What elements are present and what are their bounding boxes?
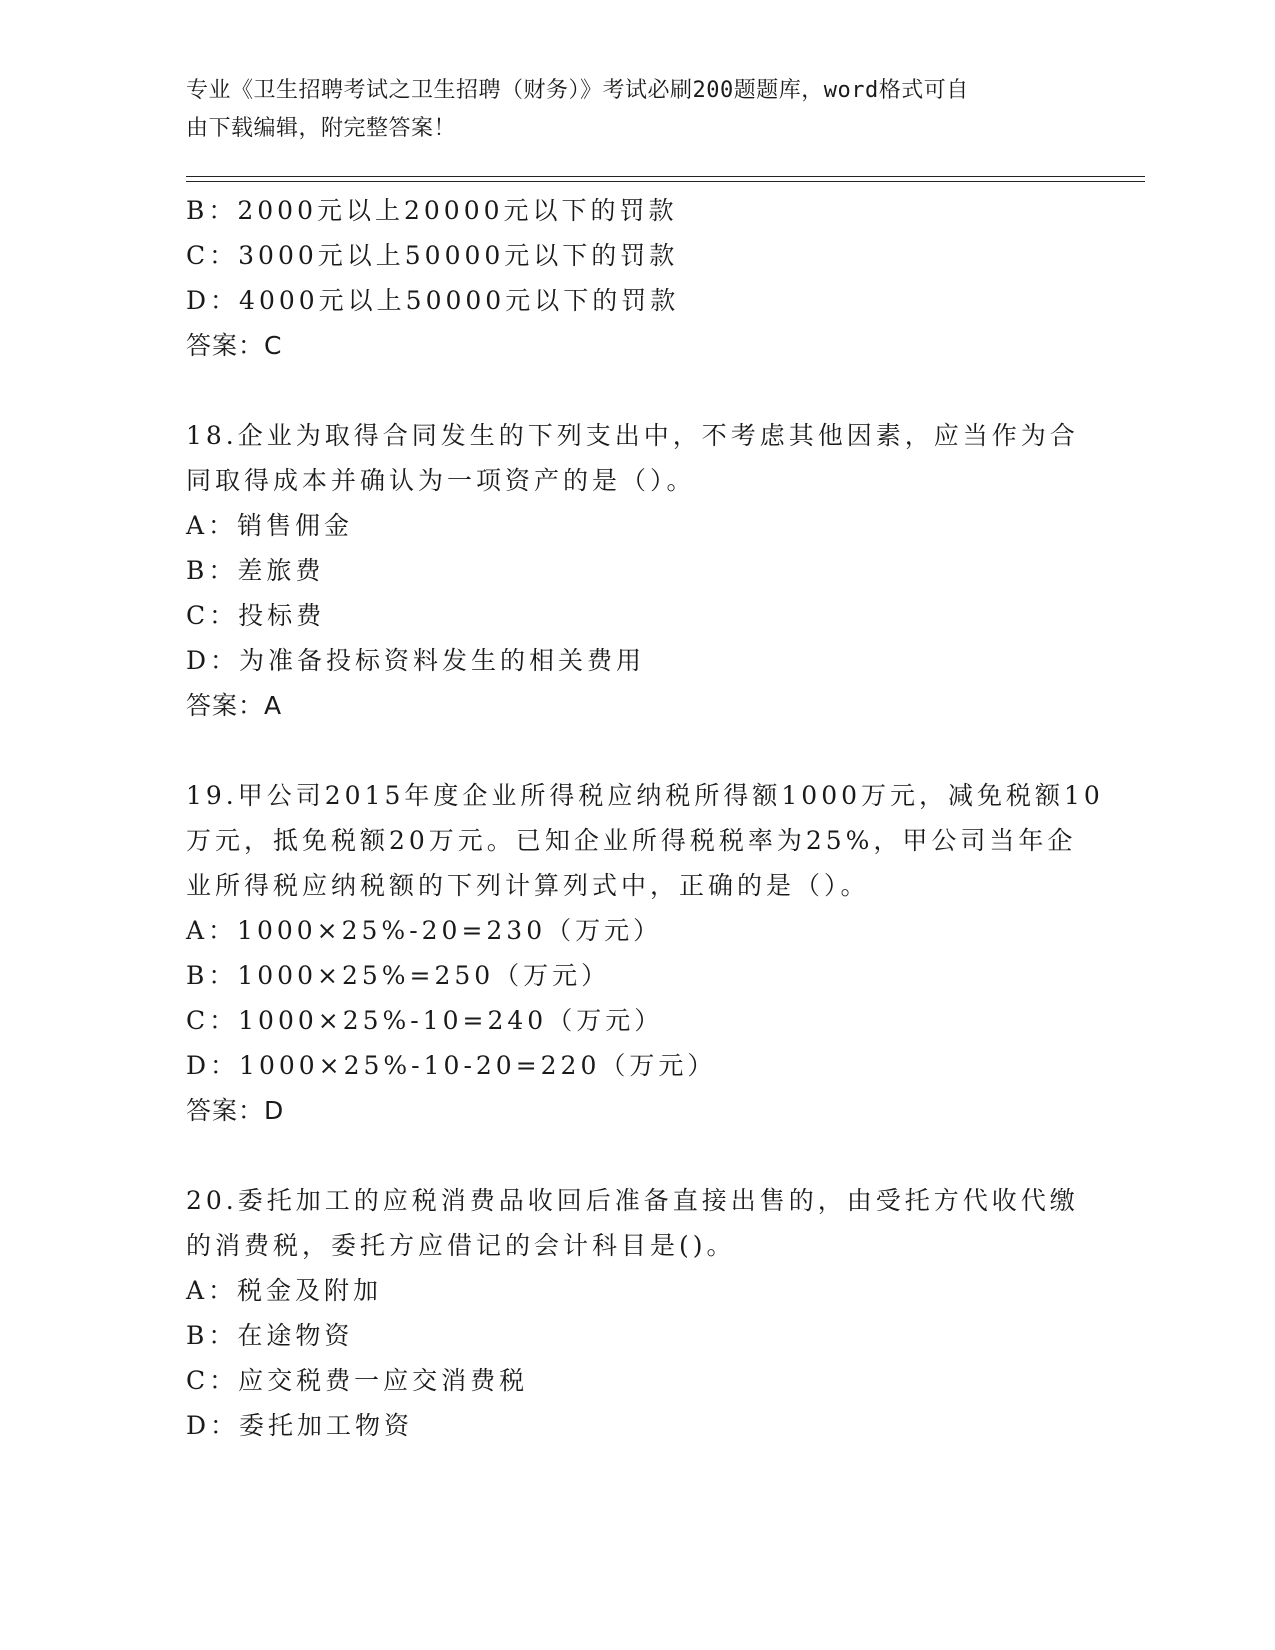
question-text-line: 业所得税应纳税额的下列计算列式中，正确的是（）。 [186,871,870,900]
question-text-line: 19.甲公司2015年度企业所得税应纳税所得额1000万元，减免税额10 [186,781,1104,810]
option-c: C：应交税费一应交消费税 [186,1366,529,1395]
answer-line: 答案：D [186,1096,285,1125]
option-a: A：销售佣金 [186,511,354,540]
question-text-line: 的消费税，委托方应借记的会计科目是()。 [186,1231,736,1260]
header-line-1: 专业《卫生招聘考试之卫生招聘（财务）》考试必刷200题题库，word格式可自 [186,78,969,103]
option-c: C：投标费 [186,601,326,630]
option-d: D：4000元以上50000元以下的罚款 [186,286,680,315]
option-b: B：差旅费 [186,556,325,585]
option-c: C：3000元以上50000元以下的罚款 [186,241,679,270]
header-divider-top [186,176,1145,177]
header-divider-bottom [186,181,1145,182]
option-b: B：在途物资 [186,1321,354,1350]
question-18 [186,413,1086,728]
option-d: D：为准备投标资料发生的相关费用 [186,646,646,675]
question-20 [186,1178,1086,1448]
option-d: D：1000×25%-10-20=220（万元） [186,1051,717,1080]
answer-line: 答案：C [186,331,283,360]
option-a: A：税金及附加 [186,1276,383,1305]
option-b: B：1000×25%=250（万元） [186,961,611,990]
option-a: A：1000×25%-20=230（万元） [186,916,663,945]
question-text-line: 20.委托加工的应税消费品收回后准备直接出售的，由受托方代收代缴 [186,1186,1079,1215]
question-text-line: 万元，抵免税额20万元。已知企业所得税税率为25%，甲公司当年企 [186,826,1077,855]
option-d: D：委托加工物资 [186,1411,414,1440]
question-text-line: 同取得成本并确认为一项资产的是（）。 [186,466,696,495]
question-19 [186,773,1104,1133]
document-header [186,72,1066,148]
option-c: C：1000×25%-10=240（万元） [186,1006,664,1035]
header-line-2: 由下载编辑，附完整答案！ [186,116,457,141]
question-17-continued [186,188,1086,368]
document-body [186,188,1104,1448]
question-text-line: 18.企业为取得合同发生的下列支出中，不考虑其他因素，应当作为合 [186,421,1079,450]
answer-line: 答案：A [186,691,283,720]
option-b: B：2000元以上20000元以下的罚款 [186,196,678,225]
